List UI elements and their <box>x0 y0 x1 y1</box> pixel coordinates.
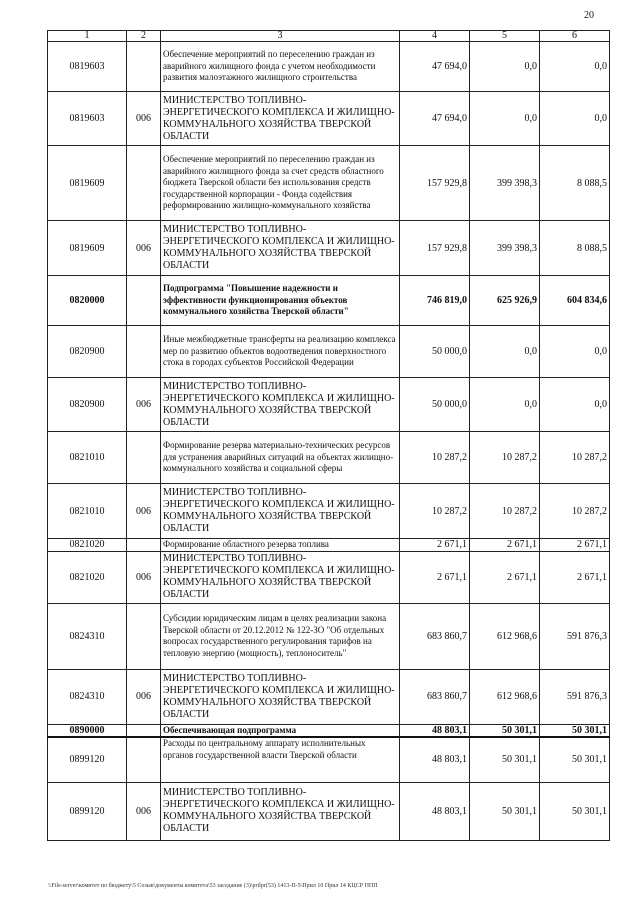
value-2014-cell: 47 694,0 <box>400 92 470 146</box>
table-row <box>48 782 610 840</box>
code-cell: 0821020 <box>48 551 127 603</box>
code-cell: 0819609 <box>48 146 127 221</box>
name-cell: МИНИСТЕРСТВО ТОПЛИВНО-ЭНЕРГЕТИЧЕСКОГО КОМПЛЕКСА И ЖИЛИЩНО-КОММУНАЛЬНОГО ХОЗЯЙСТВА ТВЕРСКОЙ ОБЛАСТИ <box>161 551 400 603</box>
value-2014-cell: 50 000,0 <box>400 378 470 432</box>
type-cell: 006 <box>127 551 161 603</box>
table-row <box>48 551 610 603</box>
type-cell: 006 <box>127 484 161 539</box>
type-cell: 006 <box>127 221 161 276</box>
name-cell: Формирование резерва материально-технических ресурсов для устранения аварийных ситуаций на объектах жилищно-коммунального хозяйства и социальной сферы <box>161 432 400 484</box>
value-2015-cell: 0,0 <box>470 42 540 92</box>
value-2015-cell: 10 287,2 <box>470 484 540 539</box>
table-row <box>48 432 610 484</box>
table-row <box>48 737 610 782</box>
code-cell: 0824310 <box>48 669 127 724</box>
value-2014-cell: 2 671,1 <box>400 539 470 552</box>
header-col-2: 2 <box>127 31 161 42</box>
code-cell: 0821020 <box>48 539 127 552</box>
type-cell <box>127 432 161 484</box>
value-2014-cell: 10 287,2 <box>400 484 470 539</box>
value-2014-cell: 48 803,1 <box>400 782 470 840</box>
name-cell: Обеспечение мероприятий по переселению граждан из аварийного жилищного фонда с учетом необходимости развития малоэтажного жилищного строительства <box>161 42 400 92</box>
value-2016-cell: 10 287,2 <box>540 432 610 484</box>
value-2016-cell: 8 088,5 <box>540 221 610 276</box>
code-cell: 0819603 <box>48 92 127 146</box>
type-cell <box>127 326 161 378</box>
name-cell: МИНИСТЕРСТВО ТОПЛИВНО-ЭНЕРГЕТИЧЕСКОГО КОМПЛЕКСА И ЖИЛИЩНО-КОММУНАЛЬНОГО ХОЗЯЙСТВА ТВЕРСКОЙ ОБЛАСТИ <box>161 484 400 539</box>
value-2016-cell: 50 301,1 <box>540 782 610 840</box>
name-cell: МИНИСТЕРСТВО ТОПЛИВНО-ЭНЕРГЕТИЧЕСКОГО КОМПЛЕКСА И ЖИЛИЩНО-КОММУНАЛЬНОГО ХОЗЯЙСТВА ТВЕРСКОЙ ОБЛАСТИ <box>161 782 400 840</box>
value-2014-cell: 2 671,1 <box>400 551 470 603</box>
budget-table <box>47 30 610 841</box>
value-2015-cell: 612 968,6 <box>470 669 540 724</box>
name-cell: Подпрограмма "Повышение надежности и эффективности функционирования объектов коммунального хозяйства Тверской области" <box>161 276 400 326</box>
value-2015-cell: 10 287,2 <box>470 432 540 484</box>
type-cell <box>127 603 161 669</box>
code-cell: 0820900 <box>48 378 127 432</box>
code-cell: 0824310 <box>48 603 127 669</box>
value-2014-cell: 10 287,2 <box>400 432 470 484</box>
type-cell: 006 <box>127 782 161 840</box>
value-2015-cell: 50 301,1 <box>470 737 540 782</box>
code-cell: 0899120 <box>48 737 127 782</box>
value-2016-cell: 591 876,3 <box>540 669 610 724</box>
name-cell: МИНИСТЕРСТВО ТОПЛИВНО-ЭНЕРГЕТИЧЕСКОГО КОМПЛЕКСА И ЖИЛИЩНО-КОММУНАЛЬНОГО ХОЗЯЙСТВА ТВЕРСКОЙ ОБЛАСТИ <box>161 221 400 276</box>
value-2016-cell: 591 876,3 <box>540 603 610 669</box>
table-row <box>48 92 610 146</box>
name-cell: Иные межбюджетные трансферты на реализацию комплекса мер по развитию объектов водоотведения поверхностного стока в городах субъектов Российской Федерации <box>161 326 400 378</box>
value-2016-cell: 0,0 <box>540 378 610 432</box>
type-cell <box>127 276 161 326</box>
value-2016-cell: 0,0 <box>540 326 610 378</box>
value-2016-cell: 0,0 <box>540 92 610 146</box>
name-cell: Формирование областного резерва топлива <box>161 539 400 552</box>
value-2016-cell: 604 834,6 <box>540 276 610 326</box>
header-col-6: 6 <box>540 31 610 42</box>
value-2016-cell: 8 088,5 <box>540 146 610 221</box>
code-cell: 0819609 <box>48 221 127 276</box>
header-col-1: 1 <box>48 31 127 42</box>
value-2015-cell: 2 671,1 <box>470 539 540 552</box>
value-2014-cell: 746 819,0 <box>400 276 470 326</box>
value-2014-cell: 157 929,8 <box>400 146 470 221</box>
value-2015-cell: 50 301,1 <box>470 724 540 737</box>
page-number: 20 <box>584 10 594 21</box>
value-2015-cell: 399 398,3 <box>470 146 540 221</box>
table-row <box>48 42 610 92</box>
value-2016-cell: 50 301,1 <box>540 737 610 782</box>
name-cell: Субсидии юридическим лицам в целях реализации закона Тверской области от 20.12.2012 № 122-ЗО "Об отдельных вопросах государственного регулирования тарифов на тепловую энергию (мощность), теплоноситель" <box>161 603 400 669</box>
table-row <box>48 669 610 724</box>
header-row <box>48 31 610 42</box>
type-cell: 006 <box>127 378 161 432</box>
code-cell: 0820900 <box>48 326 127 378</box>
table-row <box>48 378 610 432</box>
value-2015-cell: 612 968,6 <box>470 603 540 669</box>
type-cell: 006 <box>127 92 161 146</box>
value-2014-cell: 50 000,0 <box>400 326 470 378</box>
value-2016-cell: 10 287,2 <box>540 484 610 539</box>
value-2015-cell: 0,0 <box>470 92 540 146</box>
name-cell: Обеспечение мероприятий по переселению граждан из аварийного жилищного фонда за счет средств областного бюджета Тверской области без использования средств государственной корпорации - Фонда содействия реформированию жилищно-коммунального хозяйства <box>161 146 400 221</box>
value-2015-cell: 0,0 <box>470 378 540 432</box>
name-cell: МИНИСТЕРСТВО ТОПЛИВНО-ЭНЕРГЕТИЧЕСКОГО КОМПЛЕКСА И ЖИЛИЩНО-КОММУНАЛЬНОГО ХОЗЯЙСТВА ТВЕРСКОЙ ОБЛАСТИ <box>161 92 400 146</box>
value-2015-cell: 399 398,3 <box>470 221 540 276</box>
table-row <box>48 724 610 737</box>
table-row <box>48 221 610 276</box>
value-2015-cell: 0,0 <box>470 326 540 378</box>
value-2014-cell: 48 803,1 <box>400 724 470 737</box>
name-cell: МИНИСТЕРСТВО ТОПЛИВНО-ЭНЕРГЕТИЧЕСКОГО КОМПЛЕКСА И ЖИЛИЩНО-КОММУНАЛЬНОГО ХОЗЯЙСТВА ТВЕРСКОЙ ОБЛАСТИ <box>161 378 400 432</box>
table-row <box>48 539 610 552</box>
code-cell: 0820000 <box>48 276 127 326</box>
table-row <box>48 326 610 378</box>
value-2014-cell: 47 694,0 <box>400 42 470 92</box>
value-2014-cell: 157 929,8 <box>400 221 470 276</box>
code-cell: 0821010 <box>48 484 127 539</box>
value-2015-cell: 2 671,1 <box>470 551 540 603</box>
value-2016-cell: 2 671,1 <box>540 539 610 552</box>
value-2015-cell: 625 926,9 <box>470 276 540 326</box>
value-2014-cell: 683 860,7 <box>400 669 470 724</box>
value-2016-cell: 50 301,1 <box>540 724 610 737</box>
code-cell: 0819603 <box>48 42 127 92</box>
value-2014-cell: 48 803,1 <box>400 737 470 782</box>
type-cell <box>127 146 161 221</box>
table-row <box>48 146 610 221</box>
name-cell: МИНИСТЕРСТВО ТОПЛИВНО-ЭНЕРГЕТИЧЕСКОГО КОМПЛЕКСА И ЖИЛИЩНО-КОММУНАЛЬНОГО ХОЗЯЙСТВА ТВЕРСКОЙ ОБЛАСТИ <box>161 669 400 724</box>
code-cell: 0890000 <box>48 724 127 737</box>
type-cell: 006 <box>127 669 161 724</box>
file-path-footer: \\File-server\комитет по бюджету\5 Созыв\документы комитета\53 заседание (3)\prilpr(53) 1413-П-5\Прил 10 Прил 14 КЦСР ППП <box>48 883 378 889</box>
name-cell: Расходы по центральному аппарату исполнительных органов государственной власти Тверской области <box>161 737 400 782</box>
value-2014-cell: 683 860,7 <box>400 603 470 669</box>
code-cell: 0899120 <box>48 782 127 840</box>
value-2016-cell: 0,0 <box>540 42 610 92</box>
table-row <box>48 276 610 326</box>
header-col-4: 4 <box>400 31 470 42</box>
value-2016-cell: 2 671,1 <box>540 551 610 603</box>
value-2015-cell: 50 301,1 <box>470 782 540 840</box>
table-row <box>48 484 610 539</box>
type-cell <box>127 539 161 552</box>
type-cell <box>127 724 161 737</box>
code-cell: 0821010 <box>48 432 127 484</box>
type-cell <box>127 42 161 92</box>
header-col-5: 5 <box>470 31 540 42</box>
type-cell <box>127 737 161 782</box>
header-col-3: 3 <box>161 31 400 42</box>
name-cell: Обеспечивающая подпрограмма <box>161 724 400 737</box>
table-row <box>48 603 610 669</box>
